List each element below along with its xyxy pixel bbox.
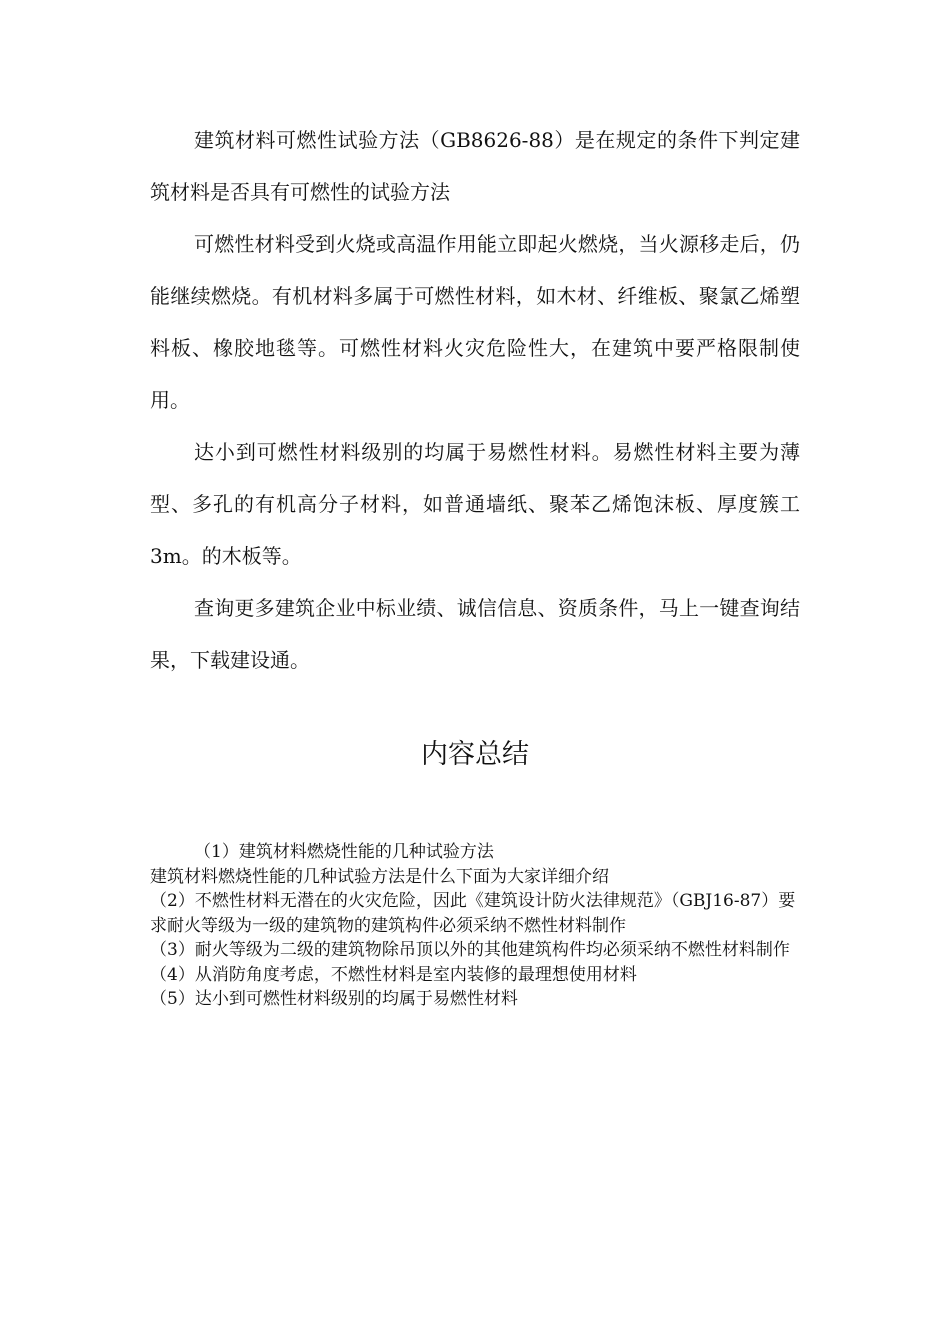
summary-title: 内容总结 [421,739,529,770]
summary-item-4: （4）从消防角度考虑，不燃性材料是室内装修的最理想使用材料 [150,964,637,985]
summary-item-1: （1）建筑材料燃烧性能的几种试验方法 [194,842,494,862]
summary-list [150,840,800,1012]
summary-item-3: （3）耐火等级为二级的建筑物除吊顶以外的其他建筑构件均必须采纳不燃性材料制作 [150,940,790,960]
article-body [150,114,800,686]
paragraph-test-method: 建筑材料可燃性试验方法（GB8626-88）是在规定的条件下判定建筑材料是否具有可燃性的试验方法 [150,128,800,204]
summary-item-5: （5）达小到可燃性材料级别的均属于易燃性材料 [150,989,518,1009]
paragraph-query-info: 查询更多建筑企业中标业绩、诚信信息、资质条件，马上一键查询结果，下载建设通。 [150,596,800,672]
summary-item-2: （2）不燃性材料无潜在的火灾危险，因此《建筑设计防火法律规范》（GBJ16-87）要求耐火等级为一级的建筑物的建筑构件必须采纳不燃性材料制作 [150,891,796,936]
summary-item-1-detail: 建筑材料燃烧性能的几种试验方法是什么下面为大家详细介绍 [150,866,609,887]
paragraph-flammable-materials: 达小到可燃性材料级别的均属于易燃性材料。易燃性材料主要为薄型、多孔的有机高分子材料，如普通墙纸、聚苯乙烯饱沫板、厚度簇工3m。的木板等。 [150,440,800,568]
paragraph-combustible-materials: 可燃性材料受到火烧或高温作用能立即起火燃烧，当火源移走后，仍能继续燃烧。有机材料多属于可燃性材料，如木材、纤维板、聚氯乙烯塑料板、橡胶地毯等。可燃性材料火灾危险性大，在建筑中要严格限制使用。 [150,232,800,412]
